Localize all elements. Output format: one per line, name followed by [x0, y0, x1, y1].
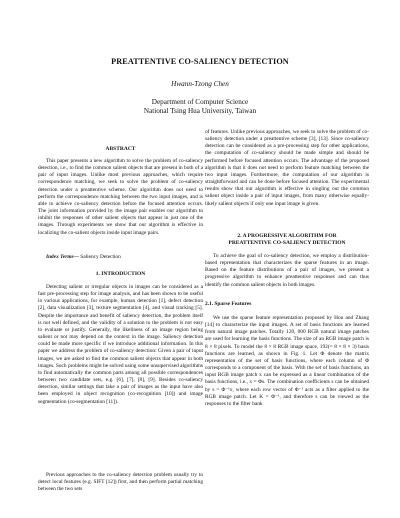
section-2-heading-line-1: 2. A PROGRESSIVE ALGORITHM FOR	[237, 233, 337, 239]
abstract-heading: ABSTRACT	[105, 146, 136, 152]
paper-title: PREATTENTIVE CO-SALIENCY DETECTION	[111, 57, 289, 66]
author-name: Hwann-Tzong Chen	[171, 80, 229, 88]
affiliation-university: National Tsing Hua University, Taiwan	[143, 107, 257, 116]
affiliation-department: Department of Computer Science	[151, 98, 249, 106]
affiliation	[0, 98, 400, 117]
abstract-body: This paper presents a new algorithm to solve the problem of co-saliency detection, i.e., to find the common salient objects that are present in both of a pair of input images. Unlike most previous approaches, which require correspondence matching, we seek to solve the problem of co-saliency detection under a preattentive scheme. Our algorithm does not need to perform the correspondence matching between the two input images, and is able to achieve co-saliency detection before the focused attention occurs. The joint information provided by the image pair enables our algorithm to inhibit the responses of other salient objects that appear in just one of the images. Through experiments we show that our algorithm is effective in localizing the co-salient objects inside input image pairs.	[38, 158, 204, 236]
section-2-paragraph: To achieve the goal of co-saliency detection, we employ a distribution-based representation that characterizes the sparse features in an image. Based on the feature distributions of a pair of images, we present a progressive algorithm to enhance preattentive responses and can thus identify the common salient objects in both images.	[205, 253, 369, 288]
section-2-heading	[205, 233, 369, 247]
index-terms-label: Index Terms—	[46, 254, 79, 260]
section-2-heading-line-2: PREATTENTIVE CO-SALIENCY DETECTION	[228, 240, 346, 246]
subsection-2-1-paragraph: We use the sparse feature representation proposed by Hou and Zhang [14] to characterize the input images. A set of basis functions are learned from natural image patches. Totally 120, 000 RGB natural image patches are used for learning the basis functions. The size of an RGB image patch is 8 × 8 pixels. To model the 8 × 8 RGB image space, 192(= 8 × 8 × 3) basis functions are learned, as shown in Fig. 1. Let Φ denote the matrix representation of the set of basis functions, where each column of Φ corresponds to a component of the basis. With the set of basis functions, an input RGB image patch x can be expressed as a linear combination of the basis functions, i.e., x = Φs. The combination coefficients s can be obtained by s = Φ⁻¹x, where each row vector of Φ⁻¹ acts as a filter applied to the RGB image patch. Let K = Φ⁻¹, and therefore s can be viewed as the responses to the filter bank	[205, 315, 369, 407]
intro-paragraph-1: Detecting salient or irregular objects in images can be considered as a fast pre-processing step for image analysis, and has been shown to be useful in various applications, for example, human detection [1], defect detection [2], data visualization [3], texture segmentation [4], and visual tracking [5]. Despite the importance and benefit of saliency detection, the problem itself is not well defined, and the validity of a solution to the problem is not easy to evaluate or justify. Generally, the likeliness of an image region being salient or not may depend on the context in the image. Saliency detection could be made more specific if we introduce additional information. In this paper we address the problem of co-saliency detection: Given a pair of input images, we are asked to find the common salient objects that appear in both images. Such problems might be solved using some unsupervised algorithms to find automatically the common parts among all possible correspondences between two candidate sets, e.g. [6], [7], [8], [9]. Besides co-saliency detection, similar settings that take a pair of images as the input have also been employed in object recognition (co-recognition [10]) and image segmentation (co-segmentation [11]).	[38, 284, 203, 405]
right-paragraph-1: of features. Unlike previous approaches, we seek to solve the problem of co-saliency detection under a preattentive scheme [3], [13]. Since co-saliency detection can be considered as a pre-processing step for other applications, the computation of co-saliency should be made simple and should be performed before focused attention occurs. The advantage of the proposed algorithm is that it does not need to perform feature matching between the two input images. Furthermore, the computation of our algorithm is straightforward and can be done before focused attention. The experimental results show that our algorithm is effective in singling out the common salient object inside a pair of input images, from many otherwise equally-likely salient objects if only one input image is given.	[205, 129, 369, 207]
subsection-2-1-heading: 2.1. Sparse Features	[205, 301, 252, 307]
intro-heading: 1. INTRODUCTION	[95, 271, 146, 277]
intro-paragraph-2: Previous approaches to the co-saliency detection problem usually try to detect local features (e.g. SIFT [12]) first, and then perform partial matching between the two sets	[38, 472, 203, 493]
index-terms	[38, 254, 203, 261]
index-terms-value: Saliency Detection	[78, 254, 121, 260]
